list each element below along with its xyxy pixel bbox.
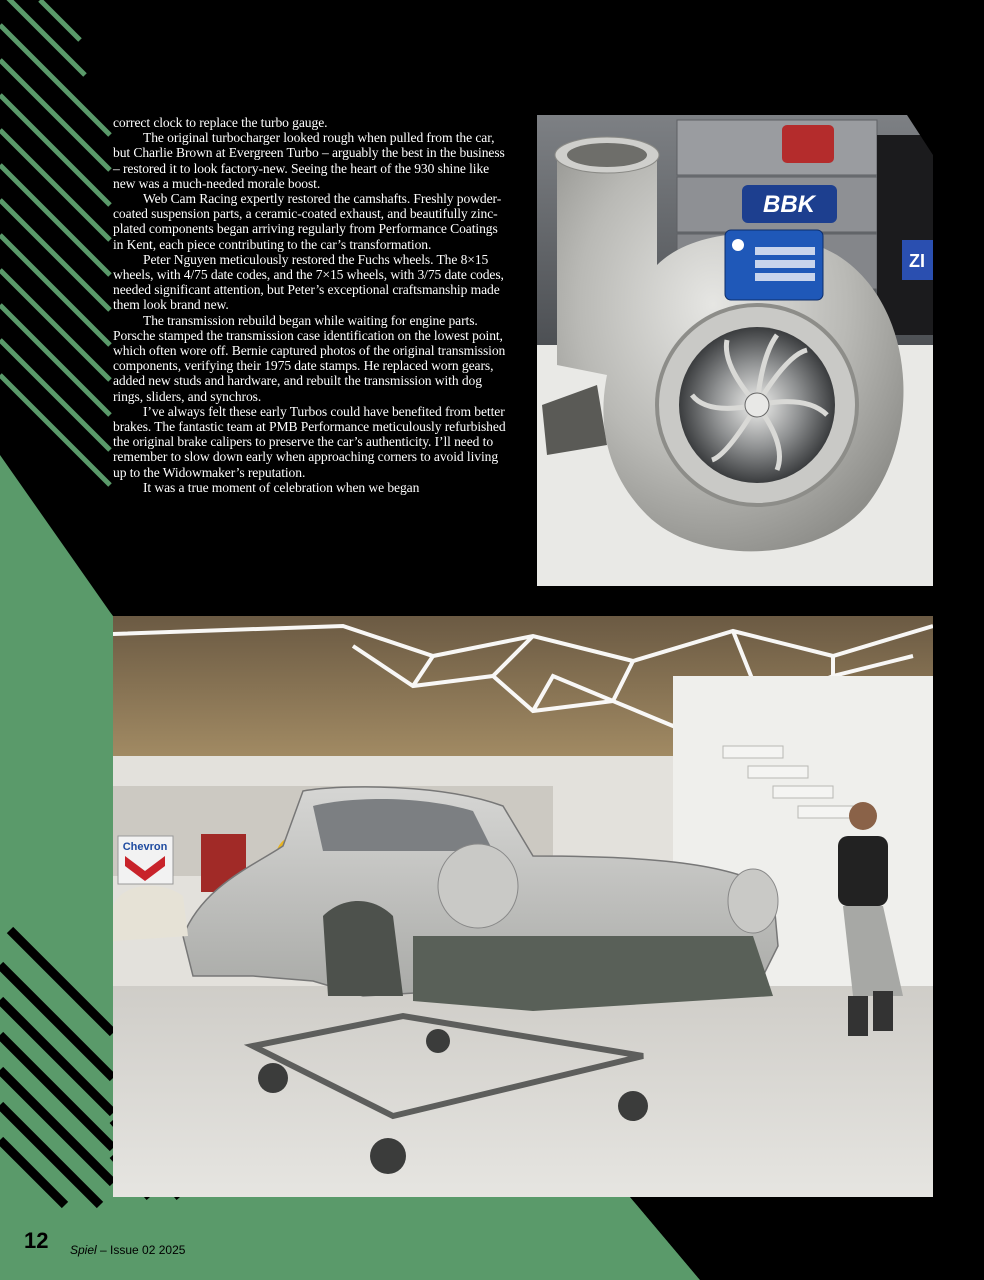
article-paragraph: Web Cam Racing expertly restored the camshafts. Freshly powder-coated suspension parts, a ceramic-coated exhaust, and beautifully zinc-plated components began arriving regularly from Performance Coatings in Kent, each piece contributing to the car’s transformation.: [113, 191, 502, 252]
turbocharger-photo: [537, 115, 933, 586]
car-shell-illustration: [113, 616, 933, 1197]
article-paragraph: correct clock to replace the turbo gauge.: [113, 115, 328, 130]
zi-sign: ZI: [909, 251, 925, 271]
publication-name: Spiel: [70, 1243, 97, 1257]
article-paragraph: The transmission rebuild began while waiting for engine parts. Porsche stamped the transmission case identification on the lowest point, which often wore off. Bernie captured photos of the original transmission components, verifying their 1975 date stamps. He replaced worn gears, added new studs and hardware, and rebuilt the transmission with dog rings, sliders, and synchros.: [113, 312, 506, 404]
page-number: 12: [24, 1228, 49, 1253]
chevron-sign: Chevron: [122, 841, 168, 853]
turbocharger-illustration: [537, 115, 933, 586]
article-body: [113, 115, 508, 495]
article-paragraph: The original turbocharger looked rough when pulled from the car, but Charlie Brown at Evergreen Turbo – arguably the best in the business – restored it to look factory-new. Seeing the heart of the 930 shine like new was a much-needed morale boost.: [113, 130, 505, 191]
bbk-sign: BBK: [763, 191, 815, 218]
car-shell-photo: [113, 616, 933, 1197]
issue-line: [70, 1242, 185, 1258]
article-paragraph: Peter Nguyen meticulously restored the Fuchs wheels. The 8×15 wheels, with 4/75 date codes, and the 7×15 wheels, with 3/75 date codes, needed significant attention, but Peter’s exceptional craftsmanship made them look brand new.: [113, 251, 504, 313]
article-paragraph: It was a true moment of celebration when we began: [143, 479, 420, 495]
issue-label: – Issue 02 2025: [96, 1243, 186, 1257]
article-paragraph: I’ve always felt these early Turbos could have benefited from better brakes. The fantastic team at PMB Performance meticulously refurbished the original brake calipers to preserve the car’s authenticity. I’ll need to remember to slow down early when approaching corners to avoid living up to the Widowmaker’s reputation.: [113, 403, 506, 480]
